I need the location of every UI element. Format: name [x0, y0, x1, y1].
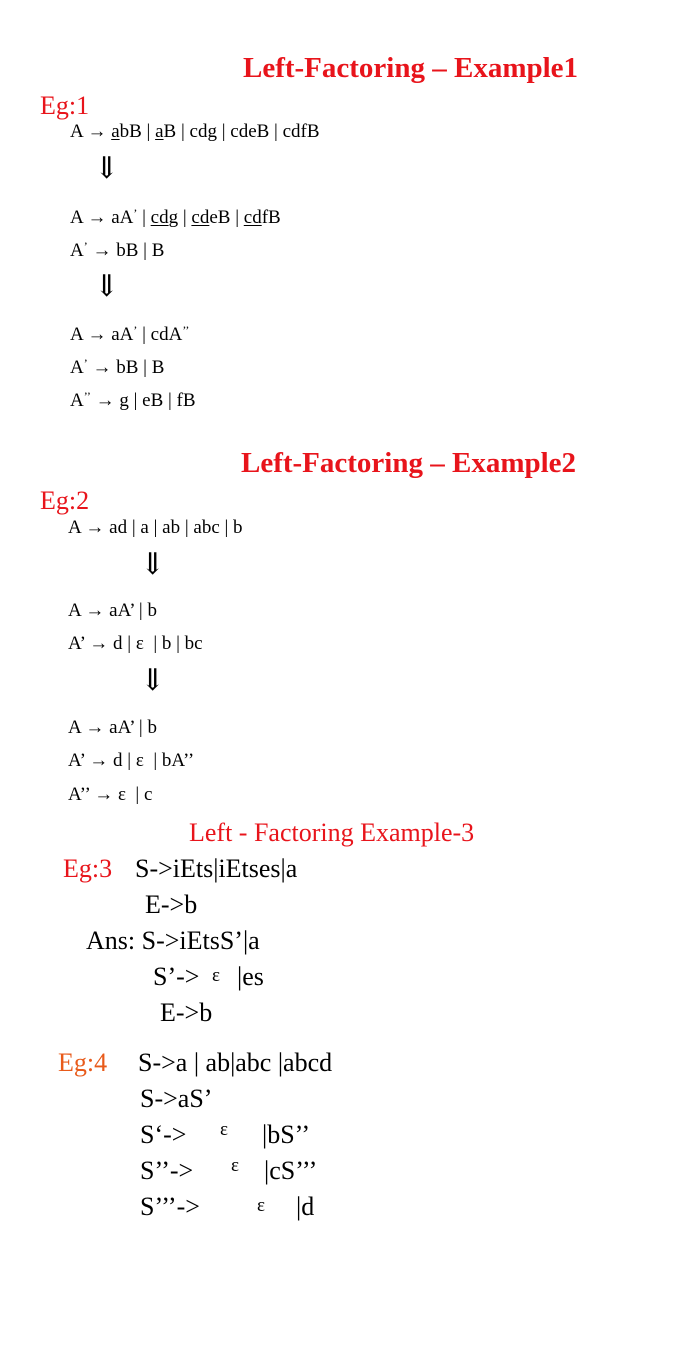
- example1-line6: A’’ → g | eB | fB: [70, 389, 196, 411]
- example4-line3-rest: |bS’’: [262, 1120, 311, 1149]
- example1-line2: A → aA’ | cdg | cdeB | cdfB: [70, 206, 281, 228]
- epsilon-symbol: ε: [220, 1119, 228, 1140]
- double-down-arrow-icon: ⇓: [140, 664, 166, 697]
- epsilon-symbol: ε: [257, 1195, 265, 1216]
- example4-line5: S’’’->: [140, 1192, 200, 1221]
- example2-label: Eg:2: [40, 486, 90, 515]
- example2-line2: A → aA’ | b: [68, 600, 157, 621]
- example1-line4: A → aA’ | cdA’’: [70, 323, 190, 345]
- example3-line5: E->b: [160, 998, 213, 1027]
- example3-line3: Ans: S->iEtsS’|a: [86, 926, 260, 955]
- example2-line1: A → ad | a | ab | abc | b: [68, 517, 243, 538]
- example3-line4-rest: |es: [237, 962, 264, 991]
- example4-line1: S->a | ab|abc |abcd: [138, 1048, 333, 1077]
- example2-line5: A’ → d | ε | bA’’: [68, 750, 195, 771]
- double-down-arrow-icon: ⇓: [94, 270, 120, 303]
- example4-line4-rest: |cS’’’: [264, 1156, 318, 1185]
- example1-line3: A’ → bB | B: [70, 239, 165, 261]
- example3-line1: S->iEts|iEtses|a: [135, 854, 298, 883]
- example4-line4: S’’->: [140, 1156, 194, 1185]
- example3-label: Eg:3: [63, 854, 113, 883]
- example4-line2: S->aS’: [140, 1084, 213, 1113]
- example3-line4: S’->: [153, 962, 200, 991]
- example2-line3: A’ → d | ε | b | bc: [68, 633, 203, 654]
- example4-line5-rest: |d: [296, 1192, 315, 1221]
- example1-line5: A’ → bB | B: [70, 356, 165, 378]
- double-down-arrow-icon: ⇓: [140, 548, 166, 581]
- example1-line1: A → abB | aB | cdg | cdeB | cdfB: [70, 121, 320, 142]
- example2-line4: A → aA’ | b: [68, 717, 157, 738]
- example2-title: Left-Factoring – Example2: [241, 447, 577, 479]
- example1-label: Eg:1: [40, 91, 90, 120]
- example4-label: Eg:4: [58, 1048, 108, 1077]
- example3-title: Left - Factoring Example-3: [189, 818, 475, 847]
- example4-line3: S‘->: [140, 1120, 187, 1149]
- epsilon-symbol: ε: [212, 965, 220, 986]
- example3-line2: E->b: [145, 890, 198, 919]
- example1-title: Left-Factoring – Example1: [243, 52, 579, 84]
- example2-line6: A’’ → ε | c: [68, 784, 153, 805]
- epsilon-symbol: ε: [231, 1155, 239, 1176]
- double-down-arrow-icon: ⇓: [94, 152, 120, 185]
